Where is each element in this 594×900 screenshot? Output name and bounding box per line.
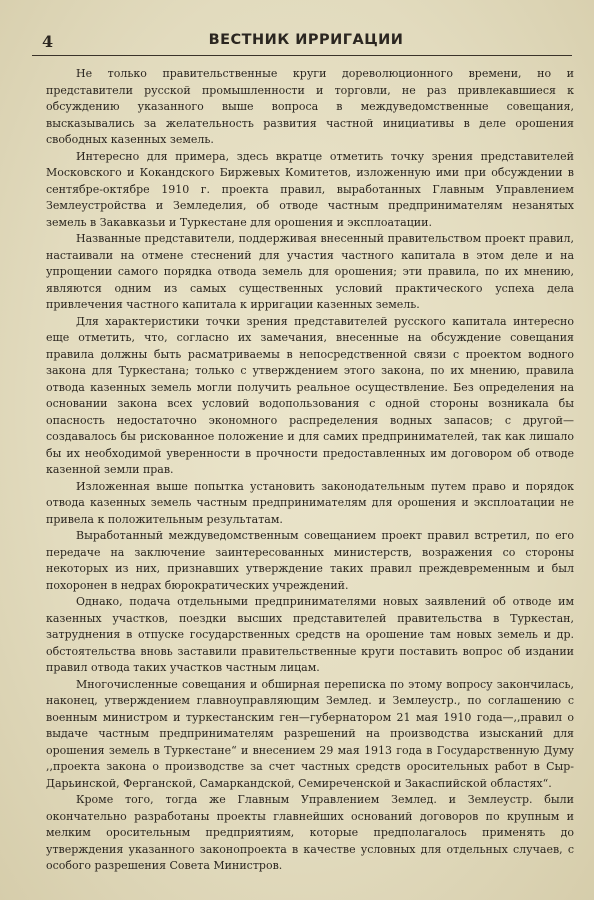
paragraph: Выработанный междуведомственным совещанием проект правил встретил, по его передаче на заключение заинтересованных министерств, возражения со стороны некоторых из них, признавших утверждение таких правил преждевременным и был похоронен в недрах бюрократических учреждений. [46,529,574,592]
paragraph: Однако, подача отдельными предпринимателями новых заявлений об отводе им казенных участков, поездки высших представителей правительства в Туркестан, затруднения в отпуске государственных средств на орошение там новых земель и др. обстоятельства вновь заставили правительственные круги поставить вопрос об издании правил отвода таких участков частным лицам. [46,595,574,674]
paragraph: Изложенная выше попытка установить законодательным путем право и порядок отвода казенных земель частным предпринимателям для орошения и эксплоатации не привела к положительным результатам. [46,479,574,526]
paragraph: Названные представители, поддерживая внесенный правительством проект правил, настаивали на отмене стеснений для участия частного капитала в этом деле и на упрощении самого порядка отвода земель для орошения; эти правила, по их мнению, являются одним из самых существенных условий практического успеха дела привлечения частного капитала к ирригации казенных земель. [46,232,574,311]
header-divider [32,55,572,56]
paragraph: Для характеристики точки зрения представителей русского капитала интересно еще отметить, что, согласно их замечания, внесенные на обсуждение совещания правила должны быть расматриваемы в непосредственной связи с проектом водного закона для Туркестана; только с утверждением этого закона, по их мнению, правила отвода казенных земель могли получить реальное осуществление. Без определения на основании закона всех условий водопользования с одной стороны возникала бы опасность недостаточно экономного распределения водных запасов; с другой—создавалось бы рискованное положение и для самих предпринимателей, так как лишало бы их необходимой уверенности в прочности предоставленных им договором об отводе казенной земли прав. [46,314,574,476]
journal-title: ВЕСТНИК ИРРИГАЦИИ [208,32,404,48]
article-body [46,66,574,875]
paragraph: Не только правительственные круги дореволюционного времени, но и представители русской промышленности и торговли, не раз привлекавшиеся к обсуждению указанного выше вопроса в междуведомственные совещания, высказывались за желательность развития частной инициативы в деле орошения свободных казенных земель. [46,67,574,146]
paragraph: Интересно для примера, здесь вкратце отметить точку зрения представителей Московского и Кокандского Биржевых Комитетов, изложенную ими при обсуждении в сентябре-октябре 1910 г. проекта правил, выработанных Главным Управлением Землеустройства и Земледелия, об отводе частным предпринимателям незанятых земель в Закавказьи и Туркестане для орошения и эксплоатации. [46,149,574,229]
page-header [40,32,572,56]
page-number: 4 [42,32,54,51]
paragraph: Кроме того, тогда же Главным Управлением Землед. и Землеустр. были окончательно разработаны проекты главнейших оснований договоров по крупным и мелким оросительным предприятиям, которые предполагалось применять до утверждения указанного законопроекта в качестве условных для отдельных случаев, с особого разрешения Совета Министров. [46,793,574,872]
paragraph: Многочисленные совещания и обширная переписка по этому вопросу закончилась, наконец, утверждением главноуправляющим Землед. и Землеустр., по соглашению с военным министром и туркестанским ген—губернатором 21 мая 1910 года—,,правил о выдаче частным предпринимателям разрешений на производства изысканий для орошения земель в Туркестане“ и внесением 29 мая 1913 года в Государственную Думу ,,проекта закона о производстве за счет частных средств оросительных работ в Сыр-Дарьинской, Ферганской, Самаркандской, Семиреченской и Закаспийской областях“. [46,677,574,790]
